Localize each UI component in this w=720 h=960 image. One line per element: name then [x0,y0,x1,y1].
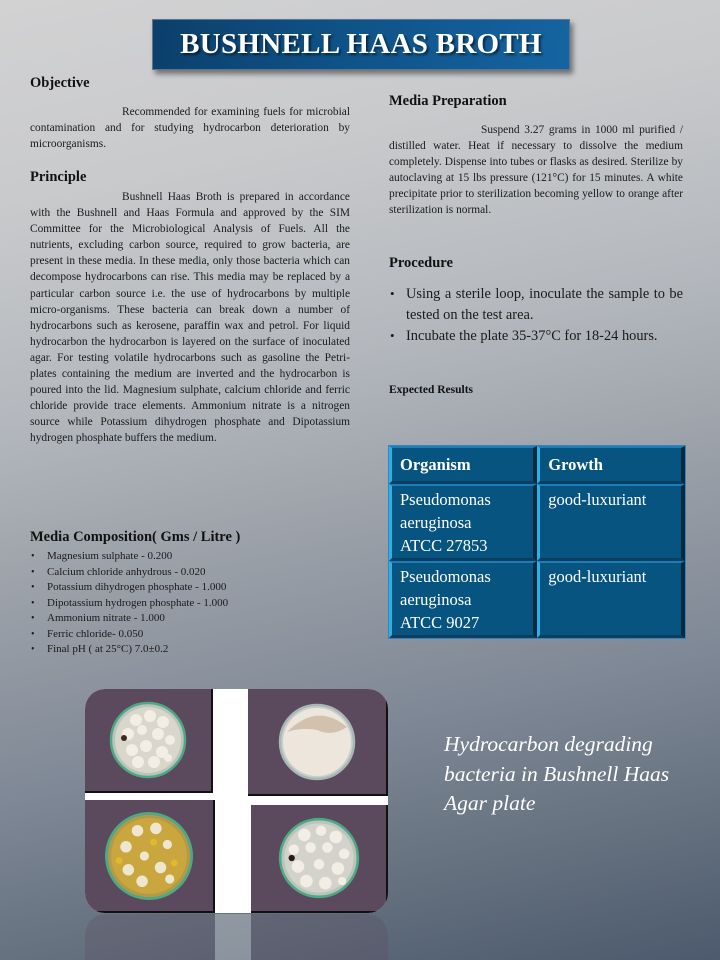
column-header-organism: Organism [389,446,537,484]
photo-caption: Hydrocarbon degrading bacteria in Bushnell Haas Agar plate [444,732,670,815]
organism-strain: ATCC 27853 [400,536,488,555]
agar-plate-photo-collage [85,689,388,913]
composition-item: • Final pH ( at 25°C) 7.0±0.2 [30,642,228,658]
objective-text-content: Recommended for examining fuels for microbial contamination and for studying hydrocarbon deterioration by microorganisms. [30,106,350,151]
preparation-heading: Media Preparation [389,93,507,109]
composition-item: • Dipotassium hydrogen phosphate - 1.000 [30,596,228,612]
table-header-row [389,446,685,484]
petri-dish-icon [277,816,361,900]
composition-item: • Ferric chloride- 0.050 [30,627,228,643]
composition-item: • Potassium dihydrogen phosphate - 1.000 [30,580,228,596]
organism-species: aeruginosa [400,513,472,532]
page-title: BUSHNELL HAAS BROTH [180,28,542,60]
objective-text [30,104,350,152]
composition-item: • Ammonium nitrate - 1.000 [30,611,228,627]
objective-heading: Objective [30,75,90,91]
preparation-text-content: Suspend 3.27 grams in 1000 ml purified / distilled water. Heat if necessary to dissolve the medium completely. Dispense into tubes or flasks as desired. Sterilize by autoclaving at 15 lbs pressure (121°C) for 15 minutes. A white precipitate prior to sterilization becoming yellow to orange after sterilization is normal. [389,124,683,217]
organism-strain: ATCC 9027 [400,613,480,632]
procedure-step: • Incubate the plate 35-37°C for 18-24 hours. [390,326,683,347]
expected-results-table [388,445,686,639]
growth-cell: good-luxuriant [537,561,685,638]
principle-heading: Principle [30,169,87,185]
agar-plate-photo-bottom-right [251,805,388,913]
organism-genus: Pseudomonas [400,490,491,509]
photo-reflection [85,914,388,960]
organism-cell [389,484,537,561]
agar-plate-photo-top-left [85,689,213,793]
growth-cell: good-luxuriant [537,484,685,561]
agar-plate-photo-bottom-left [85,800,215,913]
organism-genus: Pseudomonas [400,567,491,586]
petri-dish-icon [103,810,195,902]
procedure-list [390,284,683,348]
petri-dish-icon [277,702,357,782]
title-banner [152,19,570,70]
composition-item: • Calcium chloride anhydrous - 0.020 [30,565,228,581]
table-row [389,484,685,561]
procedure-step: • Using a sterile loop, inoculate the sample to be tested on the test area. [390,284,683,325]
composition-list [30,549,228,658]
agar-plate-photo-top-right [248,689,388,796]
procedure-heading: Procedure [389,255,453,271]
composition-heading: Media Composition( Gms / Litre ) [30,529,241,545]
organism-cell [389,561,537,638]
organism-species: aeruginosa [400,590,472,609]
expected-results-heading: Expected Results [389,384,474,396]
petri-dish-icon [108,700,188,780]
principle-text-content: Bushnell Haas Broth is prepared in accordance with the Bushnell and Haas Formula and approved by the SIM Committee for the Microbiological Analysis of Fuels. All the nutrients, excluding carbon source, required to grow bacteria, are present in these media. In these media, only those bacteria which can decompose hydrocarbons can rise. This media may be replaced by a particular carbon source i.e. the use of hydrocarbons by multiple micro-organisms. These bacteria can break down a number of hydrocarbons such as kerosene, paraffin wax and petrol. For liquid hydrocarbon the hydrocarbon is layered on the surface of inoculated agar. For testing volatile hydrocarbons such as gasoline the Petri-plates containing the medium are inverted and the hydrocarbon is poured into the lid. Magnesium sulphate, calcium chloride and ferric chloride provide trace elements. Ammonium nitrate is a nitrogen source while Potassium dihydrogen phosphate and Dipotassium hydrogen phosphate buffers the medium. [30,191,350,445]
column-header-growth: Growth [537,446,685,484]
composition-item: • Magnesium sulphate - 0.200 [30,549,228,565]
table-row [389,561,685,638]
principle-text [30,189,350,447]
preparation-text [389,122,683,219]
